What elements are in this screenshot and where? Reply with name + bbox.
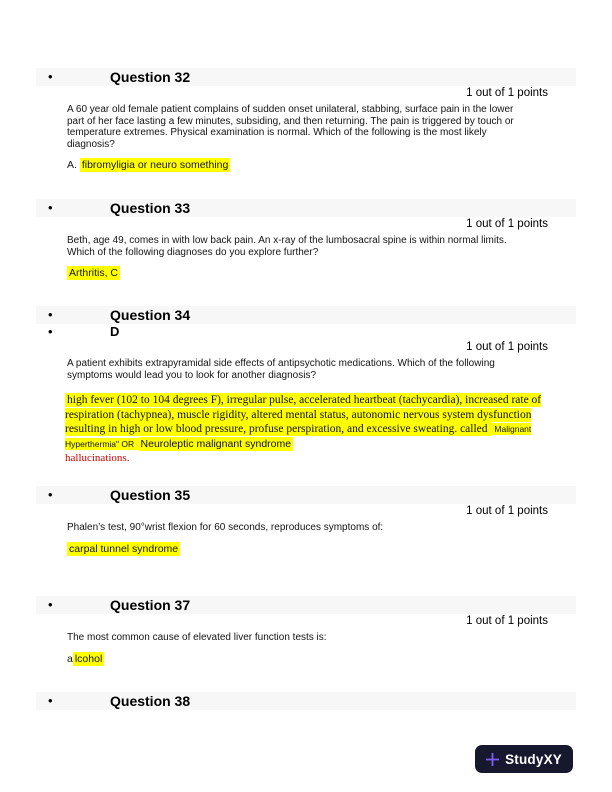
- answer-highlight-sans: Neuroleptic malignant syndrome: [140, 437, 292, 450]
- question-body: A patient exhibits extrapyramidal side effects of antipsychotic medications. Which of the following symptoms would lead you to look for another diagnosis?: [67, 358, 495, 381]
- list-bullet-icon: •: [48, 324, 53, 339]
- answer-line: [67, 653, 576, 666]
- list-bullet-icon: •: [48, 307, 53, 322]
- question-heading: [36, 199, 576, 217]
- answer-prefix: a: [67, 652, 73, 665]
- question-body: A 60 year old female patient complains of sudden onset unilateral, stabbing, surface pain in the lower part of her face lasting a few minutes, subsiding, and then returning. The pain is triggered by touch or temperature extremes. Physical examination is normal. Which of the following is the most likely diagnosis?: [67, 104, 514, 150]
- question-title: Question 38: [110, 693, 191, 709]
- question-heading: [36, 306, 576, 324]
- answer-highlight: carpal tunnel syndrome: [69, 542, 179, 555]
- answer-letter-row: [36, 324, 576, 340]
- plus-icon: [486, 753, 499, 766]
- points-label: 1 out of 1 points: [466, 341, 548, 353]
- question-body: The most common cause of elevated liver function tests is:: [67, 632, 327, 643]
- answer-prefix: A.: [67, 159, 77, 171]
- question-title: Question 37: [110, 597, 191, 613]
- points-label: 1 out of 1 points: [466, 615, 548, 627]
- question-block-35: [36, 486, 576, 556]
- logo-xy: XY: [543, 751, 562, 767]
- answer-paragraph: [65, 393, 570, 466]
- list-bullet-icon: •: [48, 200, 53, 215]
- list-bullet-icon: •: [48, 693, 53, 708]
- answer-line: [67, 543, 576, 556]
- answer-line: [67, 267, 576, 280]
- question-block-33: [36, 199, 576, 280]
- logo-text: [505, 752, 562, 767]
- question-title: Question 33: [110, 200, 191, 216]
- question-block-32: [36, 68, 576, 172]
- answer-line: [67, 159, 576, 172]
- list-bullet-icon: •: [48, 487, 53, 502]
- question-body: Phalen’s test, 90°wrist flexion for 60 seconds, reproduces symptoms of:: [67, 522, 384, 533]
- question-block-38: [36, 692, 576, 710]
- list-bullet-icon: •: [48, 69, 53, 84]
- question-title: Question 35: [110, 487, 191, 503]
- question-heading: [36, 692, 576, 710]
- answer-highlight: Arthritis, C: [69, 267, 119, 279]
- points-label: 1 out of 1 points: [466, 87, 548, 99]
- answer-highlight: lcohol: [74, 652, 103, 665]
- question-body: Beth, age 49, comes in with low back pain. An x-ray of the lumbosacral spine is within normal limits. Which of the following diagnoses do you explore further?: [67, 235, 507, 258]
- answer-highlight: fibromyligia or neuro something: [81, 159, 229, 171]
- list-bullet-icon: •: [48, 597, 53, 612]
- question-title: Question 32: [110, 69, 191, 85]
- studyxy-logo[interactable]: [475, 745, 573, 773]
- answer-red-note: hallucinations.: [65, 452, 130, 464]
- answer-highlight-serif: high fever (102 to 104 degrees F), irregular pulse, accelerated heartbeat (tachycardia), increased rate of respiration (tachypnea), muscle rigidity, altered mental status, autonomic nervous system dysfunction resulting in high or low blood pressure, profuse perspiration, and excessive sweating. called: [65, 394, 542, 435]
- answer-highlight-small: Malignant Hyperthermia" OR: [65, 424, 532, 449]
- points-label: 1 out of 1 points: [466, 218, 548, 230]
- question-heading: [36, 68, 576, 86]
- answer-letter: D: [110, 324, 120, 339]
- question-block-37: [36, 596, 576, 666]
- question-block-34: [36, 306, 576, 466]
- points-label: 1 out of 1 points: [466, 505, 548, 517]
- question-heading: [36, 596, 576, 614]
- logo-study: Study: [505, 751, 544, 767]
- question-title: Question 34: [110, 307, 191, 323]
- question-heading: [36, 486, 576, 504]
